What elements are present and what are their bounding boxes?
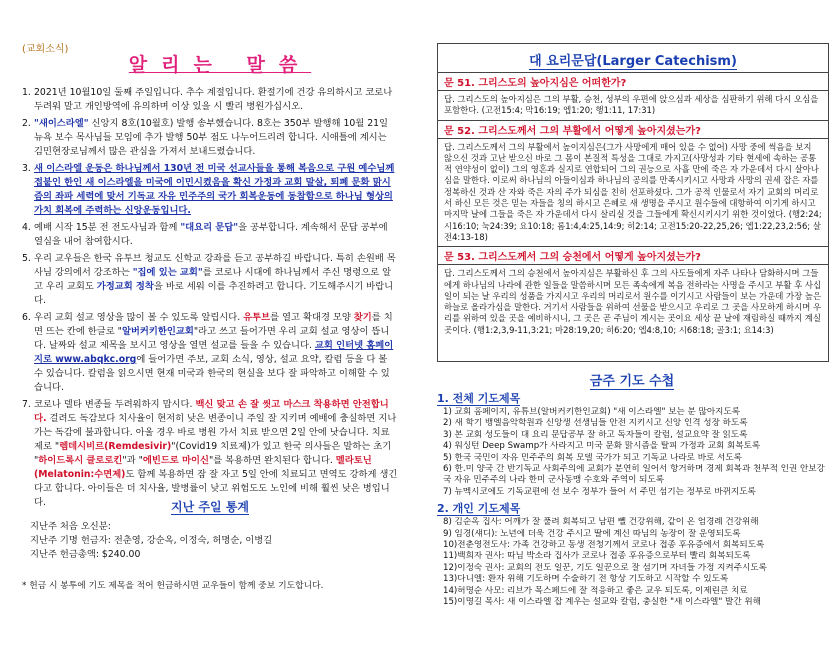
prayer-list	[437, 388, 829, 609]
prayer-item: 11)백희자 권사: 따님 박소라 집사가 코로나 접종 후유증으로부터 빨리 회복되도록	[443, 551, 751, 562]
announcement-item: 6. 우리 교회 설교 영상을 많이 볼 수 있도록 알립시다. 유투브를 열고 확대경 모양 찾기를 치면 뜨는 칸에 한글로 "알버커키한인교회"라고 쓰고 들어가면 우리 교회 설교 영상이 뜹니다. 날짜와 설교 제목을 보시고 영상을 열면 설교를 들을 수 있습니다. 교회 인터넷 홈페이지로 www.abqkc.org에 들어가면 주보, 교회 소식, 영상, 설교 요약, 칼럼 등을 다 볼 수 있습니다. 칼럼을 읽으시면 현재 미국과 한국의 현실을 보다 잘 파악하고 이해할 수 있습니다.	[22, 312, 394, 393]
announcement-item: 2. "새이스라엘" 신앙지 8호(10월호) 발행 송부했습니다. 8호는 350부 발행해 10월 21일 뉴욕 보수 목사님들 모임에 추가 발행 50부 점도 나누어드리려 합니다. 시애틀에 계시는 김민현장로님께서 많은 관심을 가져서 보내드렸습니다.	[22, 118, 389, 157]
prayer-section-title: 1. 전체 기도제목	[437, 392, 521, 405]
announcement-item: 1. 2021년 10월10일 둘째 주일입니다. 추수 계절입니다. 환절기에 건강 유의하시고 코로나 두려워 말고 개인방역에 유의하며 이상 있을 시 빨리 병원가십시오.	[22, 87, 393, 112]
announcements-title: 알리는 말씀	[128, 54, 312, 76]
stat-line: 지난주 헌금총액: $240.00	[30, 549, 141, 560]
announcements-list	[22, 86, 398, 513]
prayer-item: 3) 본 교회 성도들이 대 요리 문답공부 잘 하고 독자들이 칼럼, 설교요약 잘 읽도록	[443, 429, 748, 440]
catechism-box	[437, 43, 829, 362]
prayer-item: 15)이명길 목사: 새 이스라엘 잡 계우는 설교와 칼럼, 충실한 "새 이스라엘" 발간 위해	[443, 597, 761, 608]
catechism-question: 문 52. 그리스도께서 그의 부활에서 어떻게 높아지셨는가?	[438, 120, 828, 139]
prayer-item: 6) 한.미 양국 간 반기독교 사회주의에 교회가 분연히 일어서 항거하며 경제 회복과 천부적 인권 안보강국 자유 민주주의 나라 한미 군사동맹 수호와 주역이 되도록	[443, 464, 825, 486]
catechism-question: 문 51. 그리스도의 높아지심은 어떠한가?	[438, 72, 828, 91]
catechism-answer: 답. 그리스도께서 그의 부활에서 높이지심은(그가 사망에게 매어 있을 수 없어) 사망 중에 썩음을 보지 않으신 것과 고난 받으신 바로 그 몸이 본질적 특성을 그대로 가지고(사망성과 기타 현세에 속하는 공통적 연약성이 없이) 그의 영혼과 실지로 연합되어 그의 권능으로 사흘 만에 죽은 자 가운데서 다시 살아나심을 말한다. 이로써 하나님의 아들이심과 하나님의 공의를 만족시키시고 사망과 사망의 권세 잡은 자를 정복하신 것과 산 자와 죽은 자의 주가 되심을 친히 선포하셨다. 그가 공적 인물로서 자기 교회의 머리로서 하신 모든 것은 믿는 자들을 칭의 하시고 은혜로 새 생명을 주시고 원수들에 대항하여 이기게 하시고 마지막 날에 그들을 죽은 자 가운데서 다시 살리실 것을 그들에게 확신시키시기 위한 것이었다. (행2:24; 시16:10; 눅24:39; 요10:18; 롬1:4,4:25,14:9; 히2:14; 고전15:20-22,25,26; 엡1:22,23,2:56; 살전4:13-18)	[444, 141, 822, 242]
prayer-item: 7) 뉴멕시코에도 기독교편에 선 보수 정부가 들어 서 주민 섬기는 정부로 바뀌지도록	[443, 486, 756, 497]
catechism-answer: 답. 그리스도의 높아지심은 그의 부활, 승천, 성부의 우편에 앉으심과 세상을 심판하기 위해 다시 오심을 포함한다. (고전15:4; 막16:19; 엡1:20; 행1:11, 17:31)	[444, 94, 819, 116]
prayer-item: 8) 김순옥 집사: 어깨가 잘 풀려 회복되고 남편 뻴 건강위해, 같이 온 엄경례 건강위해	[443, 517, 759, 528]
prayer-item: 2) 새 학기 뱅엘음악학원과 신앙생 선생님들 안전 지키시고 신앙 인격 성장 하도록	[443, 418, 748, 429]
stat-line: 지난주 처음 오신분:	[30, 521, 111, 532]
catechism-title: 대 요리문답(Larger Catechism)	[529, 54, 737, 69]
announcement-item: 7. 코로나 델타 변종들 두려워하지 맙시다. 백신 맞고 손 잘 씻고 마스크 착용하면 안전합니다. 걸려도 독감보다 치사율이 현저히 낮은 변종이니 주일 잘 지키며 예배에 충실하면 지나가는 독감에 불과합니다. 아울 경우 바로 병원 가서 치료 받으면 2일 안에 낫습니다. 치료제로 "렘데시비르(Remdesivir)"(Covid19 치료제)가 있고 한국 의사들은 말하는 초기 "하이드록시 클로로킨"과 "에빈드로 마이신"를 복용하면 완치된다 합니다. 멜라토닌(Melatonin:수면제)도 함께 복용하면 잠 잘 자고 5일 안에 치료되고 면역도 강하게 생긴다고 합니다. 아이들은 더 치사율, 발병률이 낮고 위험도도 노인에 비해 훨씬 낮은 병입니다.	[22, 399, 398, 508]
prayer-item: 1) 교회 홈페이지, 유튜브(알버커키한인교회) "새 이스라엘" 보는 분 많아지도록	[443, 407, 741, 417]
catechism-question: 문 53. 그리스도께서 그의 승천에서 어떻게 높아지셨는가?	[438, 246, 828, 265]
prayer-item: 9) 임경(섀디): 노년에 더욱 건강 주시고 딸에 계신 따님의 농장이 잘 운영되도록	[443, 528, 741, 539]
announcement-item: 3. 새 이스라엘 운동은 하나님께서 130년 전 미국 선교사들을 통해 복음으로 구원 예수님께 접붙인 한인 새 이스라엘을 미국에 이민시켰음을 확신 가정과 교회 말살, 퇴폐 문화 맑시즘의 좌파 세력에 맞서 기독교 자유 민주주의 국가 회복운동에 동참함으로 하나님 형상의 가치 회복에 주력하는 신앙운동입니다.	[22, 163, 395, 216]
announcement-item: 5. 우리 교우들은 한국 유투브 청교도 신학교 강좌를 듣고 공부하길 바랍니다. 특히 손원배 목사님 강의에서 강조하는 "집에 있는 교회"를 코로나 시대에 하나님께서 주신 명령으로 알고 우리 교회도 가정교회 정착을 바로 세워 이를 추진하려고 합니다. 기도해주시기 바랍니다.	[22, 253, 396, 306]
prayer-item: 13)다니엘: 환자 위해 기도하며 수술하기 전 항상 기도하고 시작할 수 있도록	[443, 574, 729, 585]
stats-title: 지난 주일 통계	[171, 500, 249, 514]
announcement-item: 4. 예배 시작 15분 전 전도사님과 함께 "대요리 문답"을 공부합니다. 계속해서 문답 공부에 열심을 내어 참여합시다.	[22, 222, 388, 247]
catechism-answer: 답. 그리스도께서 그의 승천에서 높아지심은 부활하신 후 그의 사도들에게 자주 나타나 담화하시며 그들에게 하나님의 나라에 관한 일들을 말씀하시며 모든 족속에게 복음 전하라는 사명을 주시고 부활 후 사십 일이 되는 날 우리의 성품을 가지시고 우리의 머리로서 원수를 이기시고 사람들이 보는 가운데 가장 높은 하늘로 올라가심을 말한다. 거기서 사람들을 위하여 선물을 받으시고 우리로 그 곳을 사모하게 하시며 우리를 위하여 있을 곳을 예비하시니, 그 곳은 곧 주님이 계시는 곳이요 세상 끝 날에 재림하실 때까지 계실 곳이다. (행1:2,3,9-11,3:21; 마28:19,20; 히6:20; 엡4:8,10; 시68:18; 골3:1; 요14:3)	[444, 268, 822, 335]
prayer-item: 12)이정숙 권사: 교회의 전도 일꾼, 기도 일꾼으로 잘 섬기며 자녀들 가정 지켜주시도록	[443, 562, 767, 573]
prayer-item: 4) 워싱턴 Deep Swamp가 사라지고 미국 문화 맑시즘을 탈피 가정과 교회 회복토록	[443, 441, 761, 452]
prayer-notebook-title: 금주 기도 수첩	[589, 374, 675, 389]
weekly-stats	[22, 500, 398, 562]
prayer-item: 10)전춘영전도사: 가족 건강하고 동생 전청기께서 코로나 접종 후유증에서 회복되도록	[443, 540, 765, 551]
prayer-item: 14)허명순 사모: 리브가 목스페드에 잘 적응하고 좋은 교우 되도록, 이제린큰 치료	[443, 585, 748, 596]
offering-footnote: * 헌금 시 봉투에 기도 제목을 적어 헌금하시면 교우들이 함께 중보 기도합니다.	[22, 581, 324, 591]
church-news-tag: (교회소식)	[22, 44, 69, 55]
prayer-item: 5) 한국 국민이 자유 민주주의 회복 모델 국가가 되고 기독교 나라로 바로 서도록	[443, 452, 742, 463]
prayer-section-title: 2. 개인 기도제목	[437, 502, 521, 516]
stat-line: 지난주 기명 헌금자: 전춘영, 강순옥, 이정숙, 허명순, 이병길	[30, 535, 273, 546]
homepage-link[interactable]: 교회 인터넷 홈페이지로 www.abqkc.org	[34, 340, 394, 365]
